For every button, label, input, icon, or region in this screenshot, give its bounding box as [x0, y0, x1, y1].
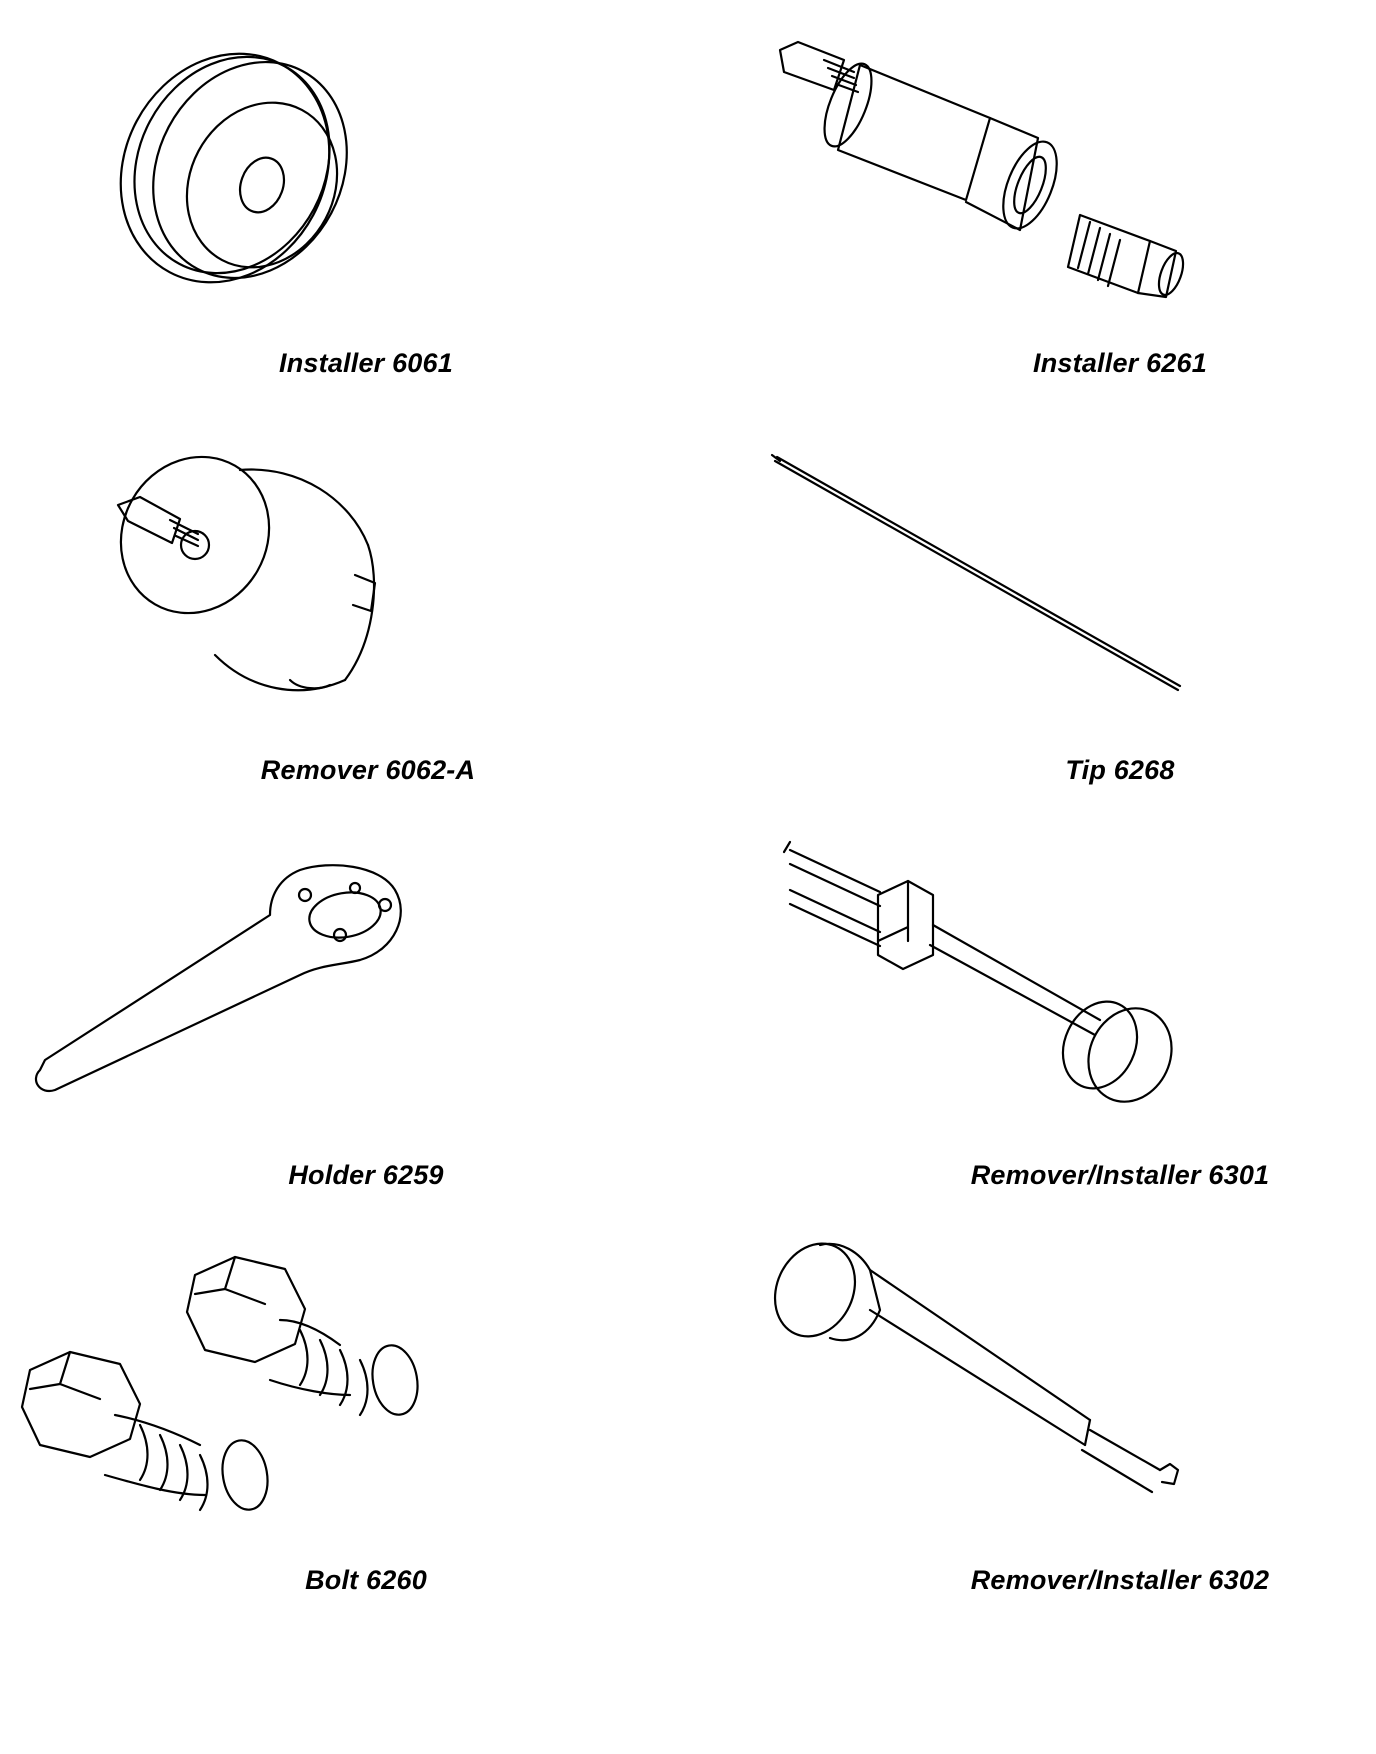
remover-6062a-drawing [93, 430, 375, 690]
bolt-6260-drawing [22, 1257, 423, 1513]
caption-installer-6061: Installer 6061 [279, 348, 453, 378]
caption-remover-6062a: Remover 6062-A [260, 755, 476, 785]
holder-6259-drawing [36, 865, 401, 1091]
remover-installer-6301-drawing [784, 842, 1187, 1115]
caption-bolt-6260: Bolt 6260 [305, 1565, 427, 1595]
installer-6061-drawing [81, 17, 384, 319]
caption-remover-installer-6302: Remover/Installer 6302 [970, 1565, 1270, 1595]
installer-6261-drawing [780, 42, 1188, 298]
tip-6268-drawing [772, 455, 1180, 690]
caption-installer-6261: Installer 6261 [1033, 348, 1207, 378]
caption-tip-6268: Tip 6268 [1065, 755, 1175, 785]
remover-installer-6302-drawing [760, 1230, 1178, 1492]
caption-remover-installer-6301: Remover/Installer 6301 [970, 1160, 1270, 1190]
caption-holder-6259: Holder 6259 [288, 1160, 444, 1190]
